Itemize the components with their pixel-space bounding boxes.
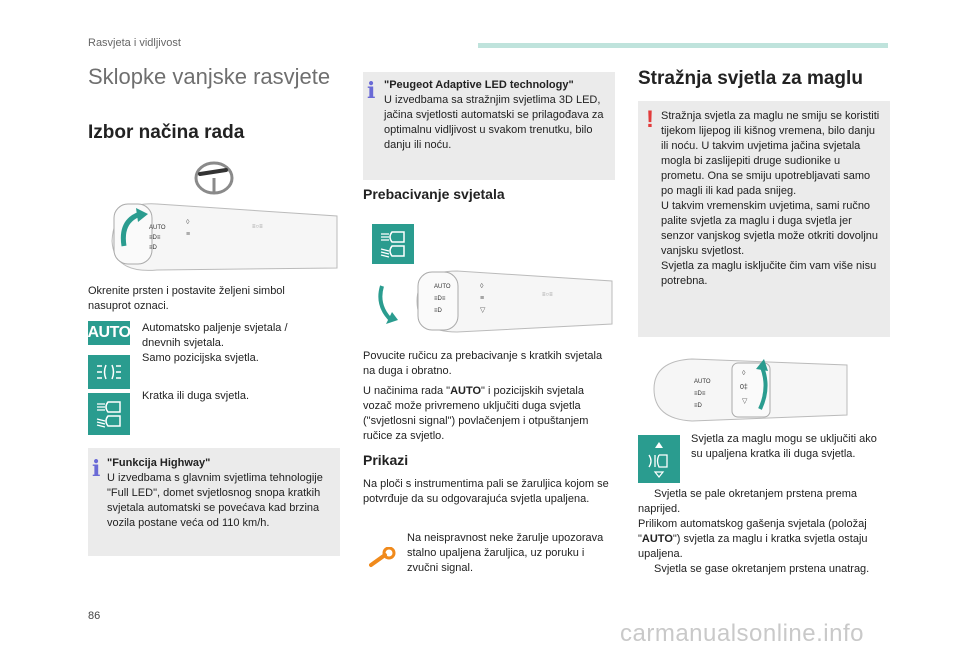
svg-text:▽: ▽ (480, 307, 486, 314)
highway-title: "Funkcija Highway" (107, 457, 211, 469)
svg-text:≡○≡: ≡○≡ (252, 224, 263, 230)
svg-text:≡○≡: ≡○≡ (542, 292, 553, 298)
auto-off-paragraph: Prilikom automatskog gašenja svjetala (položaj "AUTO") svjetla za maglu i kratka svjetla ostaju upaljena. (638, 518, 868, 560)
auto-desc: Automatsko paljenje svjetala / dnevnih svjetala. (142, 322, 288, 349)
adaptive-led-body: U izvedbama sa stražnjim svjetlima 3D LED, jačina svjetlosti automatski se prilagođava za optimalnu vidljivost u svakom trenutku, bilo danju ili noću. (384, 94, 604, 151)
info-icon: i (92, 456, 101, 482)
beam-desc: Kratka ili duga svjetla. (142, 390, 249, 402)
svg-text:AUTO: AUTO (149, 225, 166, 231)
watermark: carmanualsonline.info (620, 620, 864, 647)
svg-text:≡D≡: ≡D≡ (434, 296, 446, 302)
svg-text:AUTO: AUTO (434, 284, 451, 290)
display-paragraph: Na ploči s instrumentima pali se žaruljica kojom se potvrđuje da su odgovarajuća svjetla upaljena. (363, 478, 609, 505)
bullet-item: Svjetla se pale okretanjem prstena prema naprijed. (638, 488, 857, 515)
header-bar (478, 43, 888, 48)
position-lights-icon (88, 355, 130, 389)
fog-light-icon (638, 435, 680, 483)
highway-body: U izvedbama s glavnim svjetlima tehnologije "Full LED", domet svjetlosnog snopa kratkih svjetala automatski se povećava kad brzina vozila postane veća od 110 km/h. (107, 472, 323, 529)
svg-text:≡D: ≡D (149, 245, 157, 251)
switch-heading: Prebacivanje svjetala (363, 186, 505, 202)
switch-paragraph-2: U načinima rada "AUTO" i pozicijskih svjetala vozač može privremeno uključiti duga svjetla ("svjetlosni signal") povlačenjem i otpuštanjem ručice za svjetlo. (363, 385, 589, 442)
svg-text:≡D≡: ≡D≡ (149, 235, 161, 241)
svg-text:≡: ≡ (480, 295, 485, 302)
svg-text:≡D: ≡D (434, 308, 442, 314)
fog-switch-illustration (652, 353, 888, 425)
instruction-text: Okrenite prsten i postavite željeni simbol nasuprot oznaci. (88, 285, 285, 312)
fog-heading: Stražnja svjetla za maglu (638, 68, 863, 89)
display-heading: Prikazi (363, 452, 409, 468)
svg-text:≡: ≡ (186, 231, 191, 238)
info-icon: i (367, 78, 376, 104)
svg-text:≡D: ≡D (694, 403, 702, 409)
mode-heading: Izbor načina rada (88, 122, 245, 143)
bullet-item: Svjetla se gase okretanjem prstena unatrag. (654, 563, 870, 575)
svg-text:◊: ◊ (742, 370, 746, 377)
fog-instructions (638, 487, 893, 577)
svg-text:0‡: 0‡ (740, 384, 748, 391)
steering-wheel-icon (192, 160, 236, 196)
light-switch-illustration (102, 196, 342, 276)
beam-lights-icon (88, 393, 130, 435)
warning-icon: ! (646, 106, 654, 133)
page-title: Sklopke vanjske rasvjete (88, 64, 331, 89)
page-number: 86 (88, 610, 101, 622)
adaptive-led-title: "Peugeot Adaptive LED technology" (384, 79, 574, 91)
switch-paragraph-1: Povucite ručicu za prebacivanje s kratkih svjetala na duga i obratno. (363, 350, 603, 377)
svg-text:AUTO: AUTO (694, 379, 711, 385)
svg-text:◊: ◊ (186, 219, 190, 226)
wrench-icon (369, 547, 397, 569)
auto-icon: AUTO (88, 321, 130, 345)
fog-desc: Svjetla za maglu mogu se uključiti ako su upaljena kratka ili duga svjetla. (691, 433, 877, 460)
position-lights-desc: Samo pozicijska svjetla. (142, 352, 259, 364)
svg-text:◊: ◊ (480, 283, 484, 290)
beam-lights-icon (372, 224, 414, 264)
svg-text:▽: ▽ (742, 398, 748, 405)
svg-text:≡D≡: ≡D≡ (694, 391, 706, 397)
fog-warning-text: Stražnja svjetla za maglu ne smiju se koristiti tijekom lijepog ili kišnog vremena, bilo danju ili noću. U takvim uvjetima jačina svjetala mogla bi zaslijepiti druge sudionike u prometu. Ona se smiju upotrebljavati samo po magli ili kad pada snijeg. U takvim vremenskim uvjetima, sami ručno palite svjetla za maglu i duga svjetla jer senzor vanjskog svjetla može otkriti dovoljnu vanjsku svjetlost. Svjetla za maglu isključite čim vam više nisu potrebna. (661, 110, 880, 287)
bulb-failure-note: Na neispravnost neke žarulje upozorava stalno upaljena žaruljica, uz poruku i zvučni signal. (407, 532, 604, 574)
section-header: Rasvjeta i vidljivost (88, 37, 181, 49)
switch-lever-illustration (372, 266, 618, 336)
